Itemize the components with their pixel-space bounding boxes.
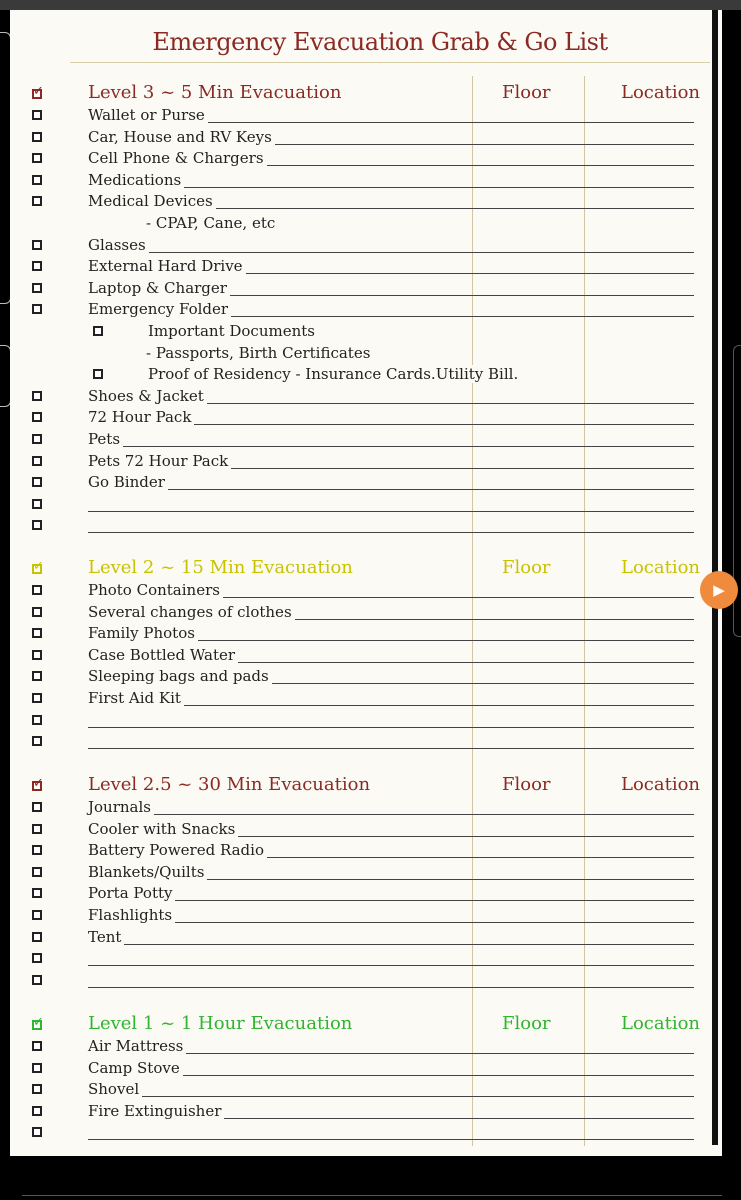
checklist-item <box>10 970 722 992</box>
checklist-item <box>10 472 722 494</box>
item-label: Cell Phone & Chargers <box>88 149 267 167</box>
item-checkbox[interactable] <box>32 802 42 812</box>
top-bar <box>0 0 741 10</box>
checklist-item <box>10 840 722 862</box>
item-checkbox[interactable] <box>32 736 42 746</box>
section-checkbox[interactable] <box>32 564 42 574</box>
floor-column-header: Floor <box>502 82 551 103</box>
checklist-item <box>10 235 722 257</box>
checklist-item <box>10 1101 722 1123</box>
item-checkbox[interactable] <box>32 1063 42 1073</box>
sub-item-checkbox[interactable] <box>93 369 103 379</box>
write-in-line[interactable] <box>88 1096 694 1097</box>
checklist-item <box>10 278 722 300</box>
write-in-line[interactable] <box>88 511 694 512</box>
item-label: Emergency Folder <box>88 300 231 318</box>
write-in-line[interactable] <box>88 814 694 815</box>
item-label: First Aid Kit <box>88 689 184 707</box>
section-checkbox[interactable] <box>32 781 42 791</box>
item-label: Photo Containers <box>88 581 223 599</box>
checklist-item <box>10 819 722 841</box>
write-in-line[interactable] <box>88 1139 694 1140</box>
section-heading: Level 2 ~ 15 Min Evacuation <box>88 557 353 578</box>
write-in-line[interactable] <box>88 922 694 923</box>
section-heading: Level 1 ~ 1 Hour Evacuation <box>88 1013 353 1034</box>
write-in-line[interactable] <box>88 489 694 490</box>
item-checkbox[interactable] <box>32 975 42 985</box>
checklist-item <box>10 883 722 905</box>
item-label: External Hard Drive <box>88 257 246 275</box>
write-in-line[interactable] <box>88 252 694 253</box>
item-checkbox[interactable] <box>32 1127 42 1137</box>
sub-item-checkbox[interactable] <box>93 326 103 336</box>
section-heading: Level 3 ~ 5 Min Evacuation <box>88 82 342 103</box>
checklist-item <box>10 494 722 516</box>
item-label: - CPAP, Cane, etc <box>146 214 278 232</box>
video-icon: ▶ <box>713 581 725 599</box>
item-label: Go Binder <box>88 473 168 491</box>
item-checkbox[interactable] <box>32 153 42 163</box>
checklist-item <box>10 797 722 819</box>
item-label: Several changes of clothes <box>88 603 295 621</box>
item-label: Family Photos <box>88 624 198 642</box>
bottom-divider <box>22 1195 722 1196</box>
item-label: Pets 72 Hour Pack <box>88 452 231 470</box>
write-in-line[interactable] <box>88 446 694 447</box>
item-checkbox[interactable] <box>32 585 42 595</box>
checklist-item <box>10 170 722 192</box>
item-note <box>10 213 722 235</box>
checklist-item <box>10 905 722 927</box>
item-checkbox[interactable] <box>32 867 42 877</box>
write-in-line[interactable] <box>88 900 694 901</box>
floor-column-header: Floor <box>502 774 551 795</box>
item-checkbox[interactable] <box>32 434 42 444</box>
checklist-item <box>10 299 722 321</box>
item-checkbox[interactable] <box>32 888 42 898</box>
item-label: Proof of Residency - Insurance Cards.Utility Bill. <box>148 365 521 383</box>
item-label: Shovel <box>88 1080 142 1098</box>
section-checkbox[interactable] <box>32 1020 42 1030</box>
item-checkbox[interactable] <box>32 520 42 530</box>
checklist-item <box>10 666 722 688</box>
checklist-item <box>10 710 722 732</box>
item-checkbox[interactable] <box>32 910 42 920</box>
item-checkbox[interactable] <box>32 1106 42 1116</box>
item-checkbox[interactable] <box>32 456 42 466</box>
checklist-item <box>10 688 722 710</box>
write-in-line[interactable] <box>88 748 694 749</box>
item-checkbox[interactable] <box>32 953 42 963</box>
checklist-item <box>10 515 722 537</box>
item-checkbox[interactable] <box>32 845 42 855</box>
item-label: Flashlights <box>88 906 175 924</box>
floor-column-header: Floor <box>502 557 551 578</box>
checklist-item <box>10 407 722 429</box>
item-label: 72 Hour Pack <box>88 408 194 426</box>
item-label: Wallet or Purse <box>88 106 208 124</box>
video-record-button[interactable] <box>700 571 738 609</box>
checklist-item <box>10 256 722 278</box>
location-column-header: Location <box>621 1013 701 1034</box>
checklist-item <box>10 927 722 949</box>
item-checkbox[interactable] <box>32 1041 42 1051</box>
item-checkbox[interactable] <box>32 391 42 401</box>
item-checkbox[interactable] <box>32 932 42 942</box>
item-checkbox[interactable] <box>32 1084 42 1094</box>
item-checkbox[interactable] <box>32 132 42 142</box>
write-in-line[interactable] <box>88 727 694 728</box>
item-label: Medical Devices <box>88 192 216 210</box>
item-checkbox[interactable] <box>32 240 42 250</box>
item-note <box>10 343 722 365</box>
checklist-item <box>10 321 722 343</box>
item-label: Car, House and RV Keys <box>88 128 275 146</box>
item-label: Glasses <box>88 236 149 254</box>
checklist-item <box>10 148 722 170</box>
section-header <box>10 774 722 796</box>
item-checkbox[interactable] <box>32 175 42 185</box>
section-header <box>10 82 722 104</box>
item-label: Porta Potty <box>88 884 175 902</box>
location-column-header: Location <box>621 82 701 103</box>
item-checkbox[interactable] <box>32 283 42 293</box>
checklist-item <box>10 386 722 408</box>
checklist-item <box>10 429 722 451</box>
item-label: Journals <box>88 798 154 816</box>
item-checkbox[interactable] <box>32 824 42 834</box>
section-checkbox[interactable] <box>32 89 42 99</box>
item-label: Shoes & Jacket <box>88 387 207 405</box>
checklist-item <box>10 1058 722 1080</box>
checklist-item <box>10 1036 722 1058</box>
item-checkbox[interactable] <box>32 671 42 681</box>
title-divider <box>70 62 710 63</box>
bottom-bar <box>0 1156 741 1200</box>
item-label: Air Mattress <box>88 1037 186 1055</box>
item-label: Fire Extinguisher <box>88 1102 224 1120</box>
write-in-line[interactable] <box>88 987 694 988</box>
item-checkbox[interactable] <box>32 412 42 422</box>
item-label: Tent <box>88 928 124 946</box>
item-checkbox[interactable] <box>32 196 42 206</box>
write-in-line[interactable] <box>88 532 694 533</box>
write-in-line[interactable] <box>88 944 694 945</box>
item-checkbox[interactable] <box>32 650 42 660</box>
location-column-header: Location <box>621 557 701 578</box>
section-header <box>10 557 722 579</box>
checklist-item <box>10 105 722 127</box>
item-checkbox[interactable] <box>32 110 42 120</box>
section-heading: Level 2.5 ~ 30 Min Evacuation <box>88 774 371 795</box>
item-checkbox[interactable] <box>32 477 42 487</box>
checklist-item <box>10 191 722 213</box>
item-label: Sleeping bags and pads <box>88 667 272 685</box>
item-label: Camp Stove <box>88 1059 183 1077</box>
checklist-item <box>10 451 722 473</box>
item-label: Medications <box>88 171 184 189</box>
item-checkbox[interactable] <box>32 261 42 271</box>
checklist-item <box>10 1079 722 1101</box>
checklist-item <box>10 1122 722 1144</box>
page-title: Emergency Evacuation Grab & Go List <box>152 28 608 56</box>
item-checkbox[interactable] <box>32 715 42 725</box>
item-label: Laptop & Charger <box>88 279 230 297</box>
item-label: Blankets/Quilts <box>88 863 207 881</box>
item-label: - Passports, Birth Certificates <box>146 344 373 362</box>
item-checkbox[interactable] <box>32 304 42 314</box>
checklist-item <box>10 862 722 884</box>
location-column-header: Location <box>621 774 701 795</box>
checklist-item <box>10 948 722 970</box>
checklist-page <box>10 10 722 1156</box>
item-checkbox[interactable] <box>32 628 42 638</box>
write-in-line[interactable] <box>88 965 694 966</box>
item-checkbox[interactable] <box>32 499 42 509</box>
checklist-item <box>10 127 722 149</box>
item-label: Cooler with Snacks <box>88 820 238 838</box>
checklist-item <box>10 623 722 645</box>
item-label: Battery Powered Radio <box>88 841 267 859</box>
checklist-item <box>10 580 722 602</box>
floor-column-header: Floor <box>502 1013 551 1034</box>
item-label: Case Bottled Water <box>88 646 238 664</box>
item-checkbox[interactable] <box>32 607 42 617</box>
item-checkbox[interactable] <box>32 693 42 703</box>
checklist-item <box>10 602 722 624</box>
item-label: Important Documents <box>148 322 318 340</box>
item-label: Pets <box>88 430 123 448</box>
section-header <box>10 1013 722 1035</box>
checklist-item <box>10 364 722 386</box>
checklist-item <box>10 731 722 753</box>
checklist-item <box>10 645 722 667</box>
